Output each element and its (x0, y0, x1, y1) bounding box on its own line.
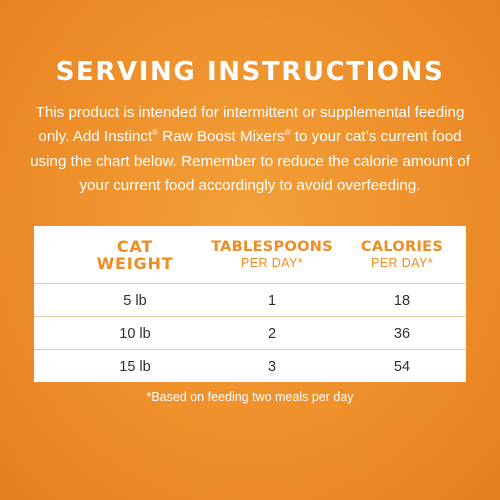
header-calories-line2: PER DAY* (370, 255, 433, 270)
cell-calories: 54 (393, 358, 411, 375)
intro-text-part-2: Raw Boost Mixers (158, 128, 285, 146)
table-row (34, 283, 466, 317)
registered-mark: ® (284, 128, 291, 138)
cell-tablespoons: 1 (267, 292, 277, 309)
cell-tablespoons: 2 (267, 325, 277, 342)
table-header-row (34, 226, 466, 283)
table-row (34, 316, 466, 350)
cell-cat-weight: 10 lb (119, 325, 151, 342)
serving-table (34, 226, 466, 382)
intro-paragraph (30, 101, 470, 198)
header-tablespoons-line1: TABLESPOONS (211, 238, 333, 255)
cell-cat-weight: 5 lb (123, 292, 147, 309)
page-title: SERVING INSTRUCTIONS (55, 57, 445, 87)
header-cat-weight-line2: WEIGHT (96, 253, 174, 273)
header-tablespoons-line2: PER DAY* (240, 255, 303, 270)
header-tablespoons (200, 226, 344, 283)
table-row (34, 349, 466, 383)
header-cat-weight (70, 226, 200, 283)
cell-cat-weight: 15 lb (119, 358, 151, 375)
cell-tablespoons: 3 (267, 358, 277, 375)
cell-calories: 36 (393, 325, 411, 342)
header-calories-line1: CALORIES (360, 238, 444, 255)
intro-text-part-3: to your cat’s current food using the chart below. Remember to reduce the calorie amount of your current food accordingly to avoid overfeeding. (30, 128, 470, 194)
header-calories (344, 226, 460, 283)
header-cat-weight-line1: CAT (116, 236, 154, 256)
registered-mark: ® (152, 128, 158, 138)
cell-calories: 18 (393, 292, 411, 309)
intro-text-part-1: This product is intended for intermittent or supplemental feeding only. Add Instinct (35, 104, 465, 146)
footnote: *Based on feeding two meals per day (146, 390, 354, 404)
